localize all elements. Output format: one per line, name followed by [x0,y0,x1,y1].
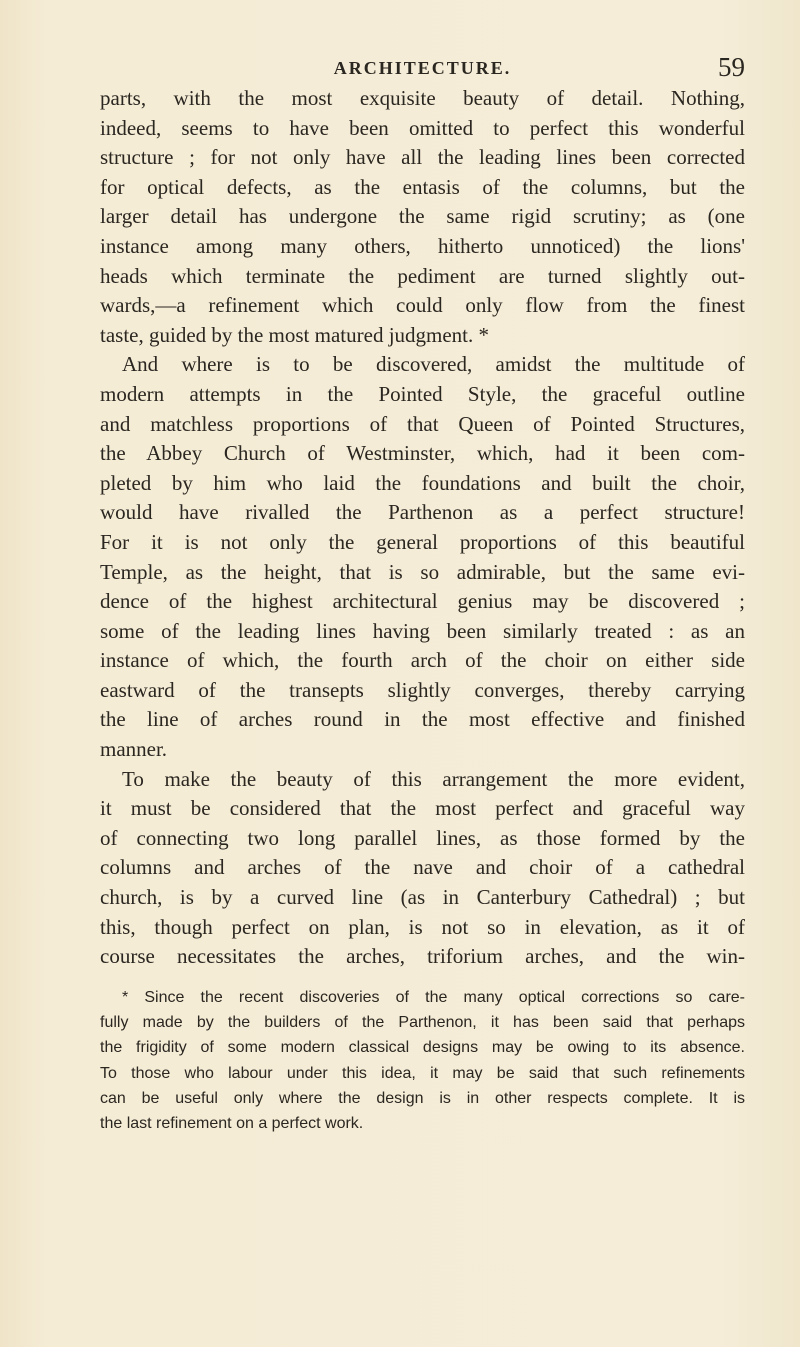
text-line: this, though perfect on plan, is not so in elevation, as it of [100,914,745,939]
text-line: taste, guided by the most matured judgment. * [100,322,490,347]
text-line: To make the beauty of this arrangement the more evident, [122,766,745,791]
text-line: And where is to be discovered, amidst the multitude of [122,352,745,377]
text-line: parts, with the most exquisite beauty of detail. Nothing, [100,86,745,110]
text-line: manner. [100,737,168,762]
text-line: For it is not only the general proportions of this beautiful [100,529,745,554]
text-line: some of the leading lines having been similarly treated : as an [100,618,745,643]
text-line: columns and arches of the nave and choir of a cathedral [100,855,745,880]
text-line: and matchless proportions of that Queen of Pointed Structures, [100,411,745,436]
text-line: modern attempts in the Pointed Style, the graceful outline [100,381,745,406]
footnote [100,985,745,1136]
footnote-line: To those who labour under this idea, it may be said that such refinements [100,1064,745,1082]
text-line: church, is by a curved line (as in Canterbury Cathedral) ; but [100,885,745,910]
text-line: instance among many others, hitherto unnoticed) the lions' [100,233,745,258]
text-line: dence of the highest architectural genius may be discovered ; [100,589,745,614]
main-text [100,84,745,972]
text-line: the line of arches round in the most effective and finished [100,707,745,732]
text-line: would have rivalled the Parthenon as a perfect structure! [100,500,745,525]
footnote-line: can be useful only where the design is in other respects complete. It is [100,1089,745,1107]
text-line: indeed, seems to have been omitted to perfect this wonderful [100,115,745,140]
text-line: heads which terminate the pediment are turned slightly out- [100,263,745,288]
footnote-line: the last refinement on a perfect work. [100,1114,364,1132]
text-line: eastward of the transepts slightly converges, thereby carrying [100,677,745,702]
text-line: course necessitates the arches, triforium arches, and the win- [100,944,745,969]
running-head: ARCHITECTURE. [333,58,512,78]
text-line: wards,—a refinement which could only flow from the finest [100,293,745,318]
footnote-line: the frigidity of some modern classical designs may be owing to its absence. [100,1039,745,1057]
text-line: larger detail has undergone the same rigid scrutiny; as (one [100,204,745,229]
text-line: of connecting two long parallel lines, as those formed by the [100,825,745,850]
footnote-line: fully made by the builders of the Parthenon, it has been said that perhaps [100,1014,745,1032]
text-line: Temple, as the height, that is so admirable, but the same evi- [100,559,745,584]
page-number: 59 [718,52,745,82]
text-line: structure ; for not only have all the leading lines been corrected [100,145,745,170]
text-line: the Abbey Church of Westminster, which, had it been com- [100,441,745,466]
footnote-line: * Since the recent discoveries of the many optical corrections so care- [122,989,745,1006]
text-line: pleted by him who laid the foundations and built the choir, [100,470,745,495]
text-line: for optical defects, as the entasis of the columns, but the [100,174,745,199]
text-line: it must be considered that the most perfect and graceful way [100,796,745,821]
text-line: instance of which, the fourth arch of the choir on either side [100,648,745,673]
